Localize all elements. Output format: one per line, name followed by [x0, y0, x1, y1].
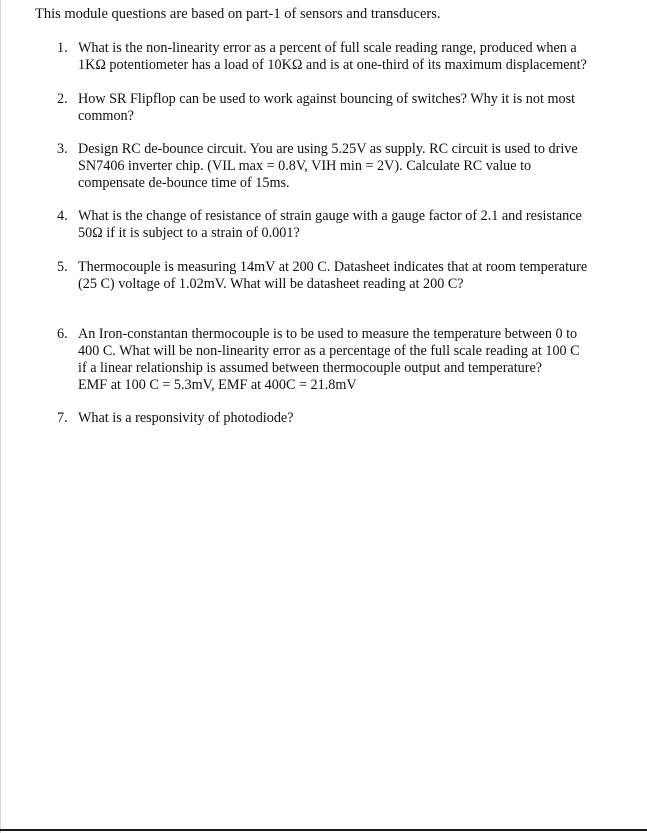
- question-line: Design RC de-bounce circuit. You are using 5.25V as supply. RC circuit is used to drive: [78, 141, 578, 157]
- question-text: [78, 259, 618, 293]
- intro-text: This module questions are based on part-1 of sensors and transducers.: [35, 6, 441, 22]
- question-line: How SR Flipflop can be used to work against bouncing of switches? Why it is not most: [78, 91, 576, 107]
- page-edge: [0, 0, 1, 833]
- question-line: SN7406 inverter chip. (VIL max = 0.8V, VIH min = 2V). Calculate RC value to: [78, 158, 532, 174]
- question-line: 50Ω if it is subject to a strain of 0.001?: [78, 225, 300, 241]
- question-line: (25 C) voltage of 1.02mV. What will be datasheet reading at 200 C?: [78, 276, 464, 292]
- question-line: What is the non-linearity error as a percent of full scale reading range, produced when a: [78, 40, 577, 56]
- question-number: 7.: [57, 410, 68, 426]
- question-text: [78, 91, 618, 125]
- question-line: What is the change of resistance of strain gauge with a gauge factor of 2.1 and resistance: [78, 208, 582, 224]
- question-number: 2.: [57, 91, 68, 107]
- question-number: 5.: [57, 259, 68, 275]
- question-text: [78, 208, 618, 242]
- question-number: 3.: [57, 141, 68, 157]
- question-text: [78, 410, 618, 427]
- question-line: EMF at 100 C = 5.3mV, EMF at 400C = 21.8mV: [78, 377, 357, 393]
- question-text: [78, 141, 618, 192]
- question-text: [78, 40, 618, 74]
- question-line: Thermocouple is measuring 14mV at 200 C. Datasheet indicates that at room temperature: [78, 259, 588, 275]
- question-number: 1.: [57, 40, 68, 56]
- question-number: 6.: [57, 326, 68, 342]
- question-line: common?: [78, 108, 134, 124]
- question-line: An Iron-constantan thermocouple is to be used to measure the temperature between 0 to: [78, 326, 578, 342]
- page-bottom-border: [0, 829, 647, 831]
- question-line: 1KΩ potentiometer has a load of 10KΩ and is at one-third of its maximum displacement?: [78, 57, 587, 73]
- question-line: compensate de-bounce time of 15ms.: [78, 175, 290, 191]
- question-line: What is a responsivity of photodiode?: [78, 410, 294, 426]
- question-line: if a linear relationship is assumed between thermocouple output and temperature?: [78, 360, 543, 376]
- question-number: 4.: [57, 208, 68, 224]
- question-text: [78, 326, 618, 394]
- question-line: 400 C. What will be non-linearity error as a percentage of the full scale reading at 100 C: [78, 343, 580, 359]
